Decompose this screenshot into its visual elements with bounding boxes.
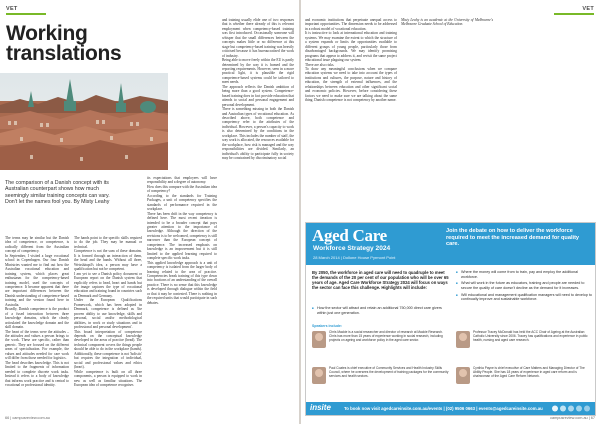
advert-booking-bar[interactable] (306, 402, 595, 415)
booking-link[interactable]: To book now visit agedcareinsite.com.au/events | (02) 9506 0663 | events@agedcareinsite.com.au (344, 405, 543, 411)
insite-logo: insite (310, 403, 331, 412)
speaker-card (312, 367, 450, 403)
advert-strategy: Workforce Strategy 2024 (313, 245, 391, 252)
speaker-photo (312, 367, 326, 384)
advert-event: 28 March 2014 | Dollone House Pyrmont Point (313, 255, 396, 260)
copenhagen-photo (0, 73, 168, 170)
section-tag: VET (6, 6, 18, 12)
body-column-2: The hands point to the specific skills required to do the job. They may be manual or technical. Competence is not the sum of these domains. It is formed through an interaction of them, the head and the hands. Without all three, Weisshäuptl's idea, a person may have a qualification but not be competent. I am yet to see a Danish policy document or European report on the Danish system that explicitly refers to head, heart and hands but the image captures the type of vocational education and training found in countries such as Denmark and Germany. Under the European Qualifications Framework, which has been adopted in Denmark, competence is defined as 'the proven ability to use knowledge, skills and personal, social and/or methodological abilities, in work or study situations and in professional and personal development'. This broad interpretation of competence depends on the conceptual knowledge developed in the areas of practice (head). The technical component covers the things people should be able to do in the workplace (hands). Additionally, these competence is not 'holistic' but requires the integration of individual, social and professional values and ethics (heart). While competence is built on all three components, a person is equipped to work in new as well as familiar situations. The European idea of competence recognises (74, 236, 142, 387)
speaker-card (456, 331, 594, 367)
section-tag-right: VET (582, 6, 594, 12)
standfirst: The comparison of a Danish concept with its Australian counterpart shows how much seemingly similar training concepts can vary. Don't let the names fool you. By Misty Leahy (5, 180, 110, 205)
title-line-2: translations (6, 42, 122, 65)
section-divider-right (554, 13, 594, 15)
body-column-1: The terms may be similar but the Danish idea of competence, or competence, is radically different from the Australian concept of competency. In September, I visited a large vocational school in Copenhagen. Our four Danish Ministries wanted me to find out how the Australian vocational education and training system, which places great enthusiasm for the competency-based training model, used the concepts of competence. It became apparent that there are important differences between the Danish understanding of competence-based training and the version found here in Australia. Broadly, Danish competence is the product of a fused interaction between three knowledge domains, which the clearly articulated the knowledge domain and the skill domain. The heart of the terms were the attitudes – the attitudes and values a person brings to the work. These are specific, rather than generic. They are focused on the different areas of specialisation. For example, the values and attitudes needed for care work will differ from those needed for logistics. The head describes knowledge. This is not limited to the fragments of information needed to complete discrete work tasks. Instead it refers to a body of knowledge that informs work practice and is central to vocational or professional identity. (5, 236, 69, 387)
body-column-3: its expectations that employees will have responsibility and a degree of autonomy. How does this compare with the Australian idea of competency? According to the standards for Training Packages, a unit of competency specifies the standards of performance required in the workplace. There has been drift in the way competency is defined here. The most recent iteration is intended to be a broader concept that pays greater attention to the importance of knowledge. Although the direction of the revisions is to be welcomed, competency is still narrower than the European concept of competence. The increased emphasis on knowledge is an improvement but it is still limited to the applied learning required to complete specific work tasks. This applied knowledge approach is a unit of competency is isolated from the larger body of learning related to the area of practice. Competencies break training of this type down into fractions of an understanding of the overall practice. There is no sense that this knowledge is developed through dialogue within the field or that it may be contested. There is nothing in the required units that would participate in such debates. (147, 176, 217, 305)
speaker-photo (312, 331, 326, 348)
advert-bullet: ■ How the sector will attract and retain an additional 750,000 direct care givers within just one generation. (312, 306, 450, 315)
advert-bullet: ■ Will educational and management qualification managers will need to develop to continually improve and sustainable workforce. (456, 293, 592, 302)
advert-intro: By 2050, the workforce in aged care will need to quadruple to meet the demands of the 20 per cent of our population who will be over 65 years of age. Aged Care Workforce Strategy 2024 will focus on ways the sector can face this challenge. Highlights will include: (312, 270, 449, 291)
title-line-1: Working (6, 22, 88, 45)
aged-care-advert[interactable] (305, 222, 596, 416)
speaker-bio: Cynthia Payne is chief executive of Care Matters and Managing Director of The Ability People. She has 18 years of experience in aged care reform and is chairwoman of the Aged Care Reform Network. (473, 366, 585, 378)
speakers-label: Speakers include: (312, 324, 342, 328)
speaker-photo (456, 331, 470, 348)
article-title (6, 24, 121, 64)
advert-join-text: Join the debate on how to deliver the workforce required to meet the increased demand for quality care. (446, 228, 580, 248)
advert-bullets-right (456, 270, 592, 304)
body-column-5: and economic institutions that perpetuate unequal access to important opportunities. The dimension needs to be addressed in a robust model of vocational education. It is instructive to look at international education and training systems. We may examine the extent to which the structure of a system expands or limits the opportunities available to different groups of young people, particularly those from disadvantaged backgrounds. We may identify promising programs that appear to address it, and revisit the same project educational issue plaguing our system. There are also risks. To draw any meaningful conclusions when we compare education systems we need to take into account the types of institutions and cultures, the purpose, nature and history of education, the strength of external influences, and the relationships between education and other significant social and economic policies. However, before considering these factors we need to make sure we are talking about the same thing. Danish competence is not competency by another name. (305, 18, 397, 103)
speaker-photo (456, 367, 470, 384)
advert-header (306, 223, 595, 265)
author-note: Misty Leahy is an academic at the University of Melbourne's Melbourne Graduate School of Education. (401, 18, 493, 27)
advert-bullets-left (312, 306, 450, 317)
speaker-bio: Paul Coates is chief executive of Community Services and Health Industry Skills Council, where he oversees the development of training packages for the community services and health sectors. (329, 366, 449, 378)
right-page (301, 0, 600, 424)
speaker-bio: Chris Mackie is a social researcher and director of research at Mackie Research. Chris has more than 15 years of experience working in social research, including projects on ageing and workforce policy in the aged care sector. (329, 330, 443, 342)
decorative-dots-icon (551, 404, 591, 413)
section-divider (6, 13, 46, 15)
left-page (0, 0, 299, 424)
speaker-card (456, 367, 594, 403)
page-footer-left: 66 | campusreview.com.au (5, 416, 50, 420)
page-footer-right: campusreview.com.au | 67 (550, 416, 595, 420)
body-column-4: and training usually elide one of two responses that is whether there already of this is relevant employment when competency-based training was first introduced. Occasionally someone will whisper that the small differences between the concepts makes little or no difference at this stage but competency-based training was heavily criticised because it has bureaucratised the work of industry. Being able to move freely within the EU is partly determined by the way it is framed and the reporting requirements. However, seen in a more practical light, it is plausible the rigid competence-based systems could be tailored to meet needs. The approach reflects the Danish ambition of being more than a good system. Competence-based training does in fact provide education that attends to social and personal engagement and personal development. There is something missing in both the Danish and Australian types of vocational education. As described above, both competence and competency refer to the attributes of the individual. However, a person's capacity to work is also determined by the conditions in the workplace. This includes the number of staff, the way work is allocated, the resources available for the workplace, how risk is managed and the way responsibilities are divided. Similarly, an individual's ability to participate fully in society may be constrained by discriminatory social (222, 18, 294, 161)
advert-brand: Aged Care (312, 226, 387, 245)
speaker-card (312, 331, 450, 367)
advert-bullet: ■ What will work in the future as educators, training and people are needed to secure the quality of care doesn't decline as the demand for it increases. (456, 281, 592, 290)
advert-bullet: ■ Where the money will come from to train, pay and employ the additional workforce. (456, 270, 592, 279)
speaker-bio: Professor Tracey McDonald has held the ACC Chair of Ageing at the Australian Catholic University since 2006. Tracey has qualifications and experience in public health, nursing and aged care research. (473, 330, 588, 342)
